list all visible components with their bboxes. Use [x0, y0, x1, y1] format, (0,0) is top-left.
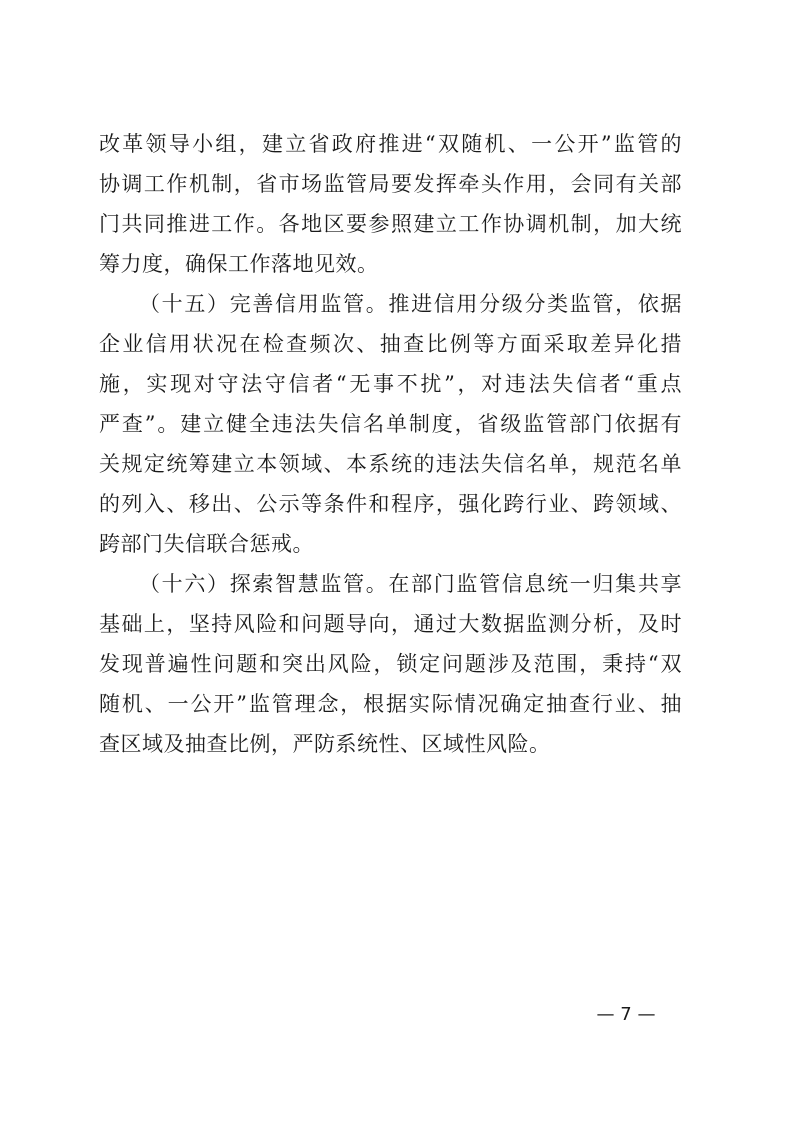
text-line: 严查”。建立健全违法失信名单制度，省级监管部门依据有 [99, 412, 682, 436]
text-line: 跨部门失信联合惩戒。 [99, 532, 314, 556]
page-number: — 7 — [596, 1004, 656, 1025]
text-line: 关规定统筹建立本领域、本系统的违法失信名单，规范名单 [99, 452, 682, 476]
text-line: 协调工作机制，省市场监管局要发挥牵头作用，会同有关部 [99, 172, 682, 196]
text-line: 基础上，坚持风险和问题导向，通过大数据监测分析，及时 [99, 612, 682, 636]
text-line: 门共同推进工作。各地区要参照建立工作协调机制，加大统 [99, 212, 682, 236]
text-line: 的列入、移出、公示等条件和程序，强化跨行业、跨领域、 [99, 492, 682, 516]
text-line: 发现普遍性问题和突出风险，锁定问题涉及范围，秉持“双 [99, 652, 682, 676]
text-line: 改革领导小组，建立省政府推进“双随机、一公开”监管的 [99, 132, 682, 156]
section-sixteen-heading-line: （十六）探索智慧监管。在部门监管信息统一归集共享 [139, 572, 682, 596]
text-line: 筹力度，确保工作落地见效。 [99, 252, 379, 276]
text-line: 随机、一公开”监管理念，根据实际情况确定抽查行业、抽 [99, 692, 682, 716]
text-line: 施，实现对守法守信者“无事不扰”，对违法失信者“重点 [99, 372, 682, 396]
text-line: 查区域及抽查比例，严防系统性、区域性风险。 [99, 732, 551, 756]
text-line: 企业信用状况在检查频次、抽查比例等方面采取差异化措 [99, 332, 682, 356]
section-fifteen-heading-line: （十五）完善信用监管。推进信用分级分类监管，依据 [139, 292, 682, 316]
